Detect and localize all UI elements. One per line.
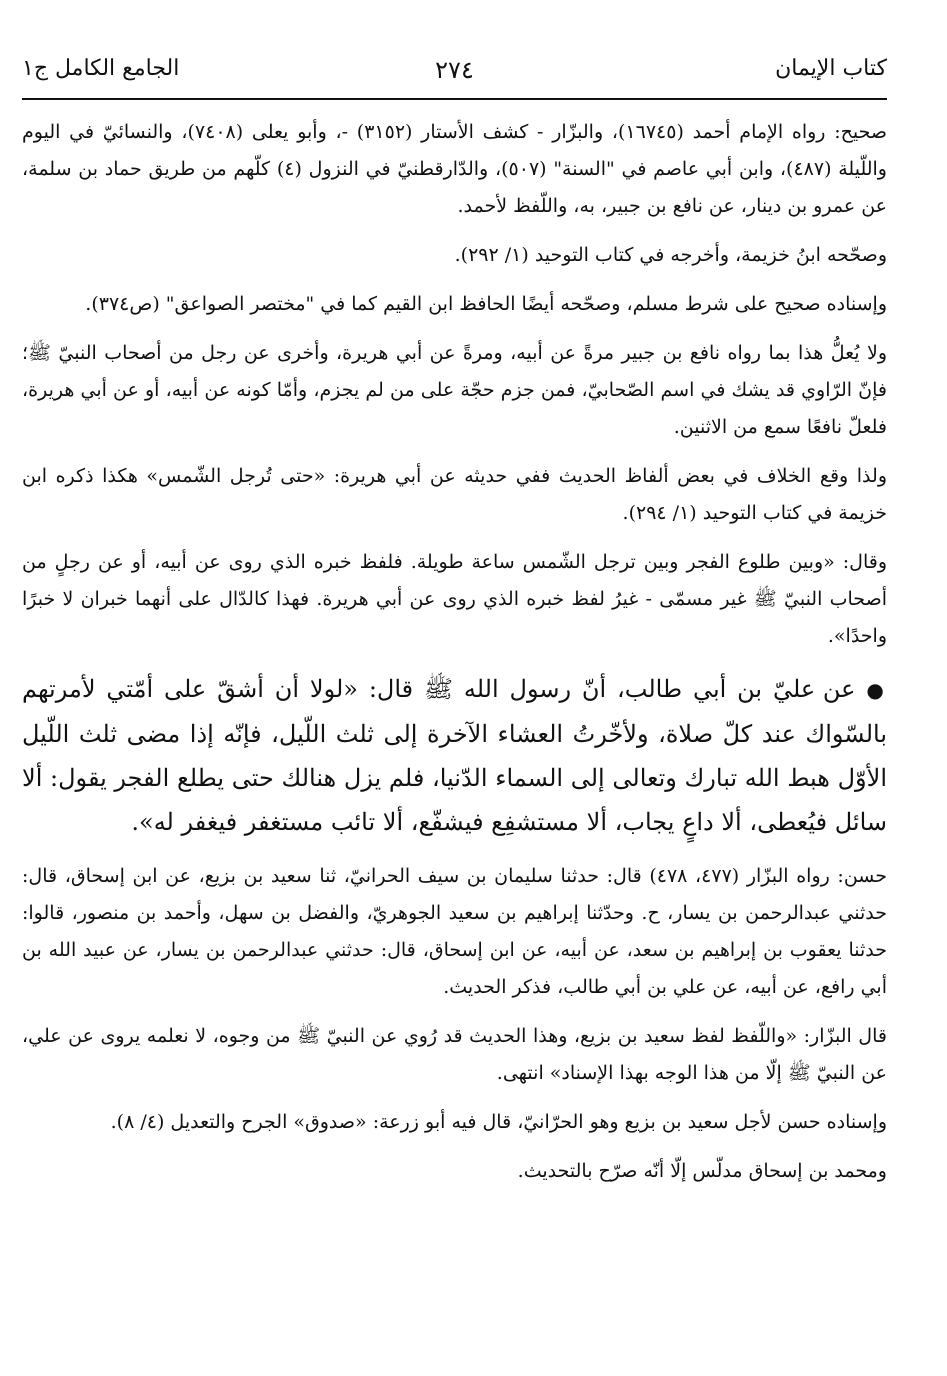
bullet-icon: ● <box>866 678 887 702</box>
running-header <box>22 56 887 100</box>
paragraph: صحيح: رواه الإمام أحمد (١٦٧٤٥)، والبزّار - كشف الأستار (٣١٥٢) -، وأبو يعلى (٧٤٠٨)، والنسائيّ في اليوم واللّيلة (٤٨٧)، وابن أبي عاصم في "السنة" (٥٠٧)، والدّارقطنيّ في النزول (٤) كلّهم من طريق حماد بن سلمة، عن عمرو بن دينار، عن نافع بن جبير، به، واللّفظ لأحمد. <box>22 121 888 217</box>
book-title: كتاب الإيمان <box>775 56 887 81</box>
paragraph: وإسناده صحيح على شرط مسلم، وصحّحه أيضًا الحافظ ابن القيم كما في "مختصر الصواعق" (ص٣٧٤). <box>85 293 887 315</box>
paragraph: وقال: «وبين طلوع الفجر وبين ترجل الشّمس ساعة طويلة. فلفظ خبره الذي روى عن أبيه، أو عن رجلٍ من أصحاب النبيّ ﷺ غير مسمّى - غيرُ لفظ خبره الذي روى عن أبي هريرة. فهذا كالدّال على أنهما خبران لا خبرًا واحدًا». <box>22 551 887 647</box>
paragraph: قال البزّار: «واللّفظ لفظ سعيد بن بزيع، وهذا الحديث قد رُوي عن النبيّ ﷺ من وجوه، لا نعلمه يروى عن علي، عن النبيّ ﷺ إلّا من هذا الوجه بهذا الإسناد» انتهى. <box>22 1025 887 1084</box>
hadith-body: عن عليّ بن أبي طالب، أنّ رسول الله ﷺ قال: «لولا أن أشقّ على أمّتي لأمرتهم بالسّواك عند كلّ صلاة، ولأخّرتُ العشاء الآخرة إلى ثلث اللّيل، فإنّه إذا مضى ثلث اللّيل الأوّل هبط الله تبارك وتعالى إلى السماء الدّنيا، فلم يزل هنالك حتى يطلع الفجر يقول: ألا سائل فيُعطى، ألا داعٍ يجاب، ألا مستشفِع فيشفّع، ألا تائب مستغفر فيغفر له». <box>22 675 887 836</box>
paragraph: ومحمد بن إسحاق مدلّس إلّا أنّه صرّح بالتحديث. <box>517 1160 887 1182</box>
paragraph: ولذا وقع الخلاف في بعض ألفاظ الحديث ففي حديثه عن أبي هريرة: «حتى تُرجل الشّمس» هكذا ذكره ابن خزيمة في كتاب التوحيد (١/ ٢٩٤). <box>22 465 887 524</box>
series-title: الجامع الكامل ج١ <box>22 56 180 81</box>
paragraph: ولا يُعلُّ هذا بما رواه نافع بن جبير مرةً عن أبيه، ومرةً عن أبي هريرة، وأخرى عن رجل من أصحاب النبيّ ﷺ؛ فإنّ الرّاوي قد يشك في اسم الصّحابيّ، فمن جزم حجّة على من لم يجزم، وأمّا كونه عن أبيه، أو عن أبي هريرة، فلعلّ نافعًا سمع من الاثنين. <box>22 342 887 438</box>
page-number: ٢٧٤ <box>435 56 474 84</box>
paragraph: وإسناده حسن لأجل سعيد بن بزيع وهو الحرّانيّ، قال فيه أبو زرعة: «صدوق» الجرح والتعديل (٤/ ٨). <box>110 1111 887 1133</box>
page-body <box>22 114 887 1202</box>
header-rule <box>22 98 887 100</box>
paragraph: وصحّحه ابنُ خزيمة، وأخرجه في كتاب التوحيد (١/ ٢٩٢). <box>454 244 887 266</box>
hadith-text <box>22 667 887 844</box>
paragraph: حسن: رواه البزّار (٤٧٧، ٤٧٨) قال: حدثنا سليمان بن سيف الحرانيّ، ثنا سعيد بن بزيع، عن ابن إسحاق، قال: حدثني عبدالرحمن بن يسار، ح. وحدّثنا إبراهيم بن سعيد الجوهريّ، والفضل بن سهل، وأحمد بن منصور، قالوا: حدثنا يعقوب بن إبراهيم بن سعد، عن أبيه، عن ابن إسحاق، قال: حدثني عبدالرحمن بن يسار، عن عبيد الله بن أبي رافع، عن أبيه، عن علي بن أبي طالب، فذكر الحديث. <box>22 865 887 998</box>
